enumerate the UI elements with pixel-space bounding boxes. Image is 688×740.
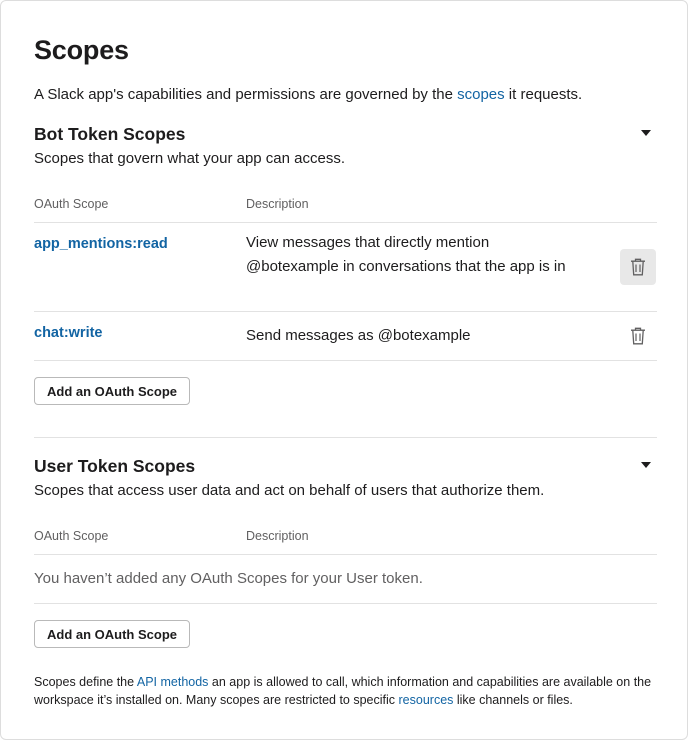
trash-icon (630, 258, 646, 276)
divider (34, 222, 657, 223)
remove-scope-button-chat-write[interactable] (620, 318, 656, 354)
scope-description-app-mentions-read: View messages that directly mention @botexample in conversations that the app is in (246, 234, 566, 275)
user-section-title: User Token Scopes (34, 456, 196, 476)
empty-state-message: You haven’t added any OAuth Scopes for your User token. (34, 570, 423, 587)
bot-section-title: Bot Token Scopes (34, 124, 186, 144)
intro-text-end: it requests. (504, 86, 583, 103)
resources-link[interactable]: resources (398, 693, 454, 707)
user-col-oauth-scope: OAuth Scope (34, 529, 109, 543)
add-user-oauth-scope-button[interactable]: Add an OAuth Scope (34, 620, 190, 648)
footer-text-1: Scopes define the (34, 675, 137, 689)
footer-text-3: like channels or files. (453, 693, 573, 707)
add-bot-oauth-scope-button[interactable]: Add an OAuth Scope (34, 377, 190, 405)
divider (34, 360, 657, 361)
page-title: Scopes (34, 35, 129, 65)
caret-down-icon[interactable] (641, 462, 651, 468)
bot-col-oauth-scope: OAuth Scope (34, 197, 109, 211)
trash-icon (630, 327, 646, 345)
footer-note (34, 673, 654, 709)
section-divider (34, 437, 657, 438)
remove-scope-button-app-mentions-read[interactable] (620, 249, 656, 285)
bot-col-description: Description (246, 197, 309, 211)
user-col-description: Description (246, 529, 309, 543)
scope-name-chat-write[interactable]: chat:write (34, 325, 103, 341)
caret-down-icon[interactable] (641, 130, 651, 136)
scope-name-app-mentions-read[interactable]: app_mentions:read (34, 236, 168, 252)
scopes-link[interactable]: scopes (457, 86, 505, 103)
intro-text (34, 86, 582, 104)
bot-section-subtitle: Scopes that govern what your app can access. (34, 150, 346, 167)
intro-text-start: A Slack app's capabilities and permissions are governed by the (34, 86, 458, 103)
user-section-subtitle: Scopes that access user data and act on behalf of users that authorize them. (34, 482, 545, 499)
footer-text-2: an app is allowed to call, which information and capabilities are available on the workspace it’s installed on. Many scopes are restricted to specific (34, 675, 652, 707)
divider (34, 603, 657, 604)
scope-description-chat-write: Send messages as @botexample (246, 327, 471, 344)
api-methods-link[interactable]: API methods (136, 675, 209, 689)
divider (34, 311, 657, 312)
divider (34, 554, 657, 555)
